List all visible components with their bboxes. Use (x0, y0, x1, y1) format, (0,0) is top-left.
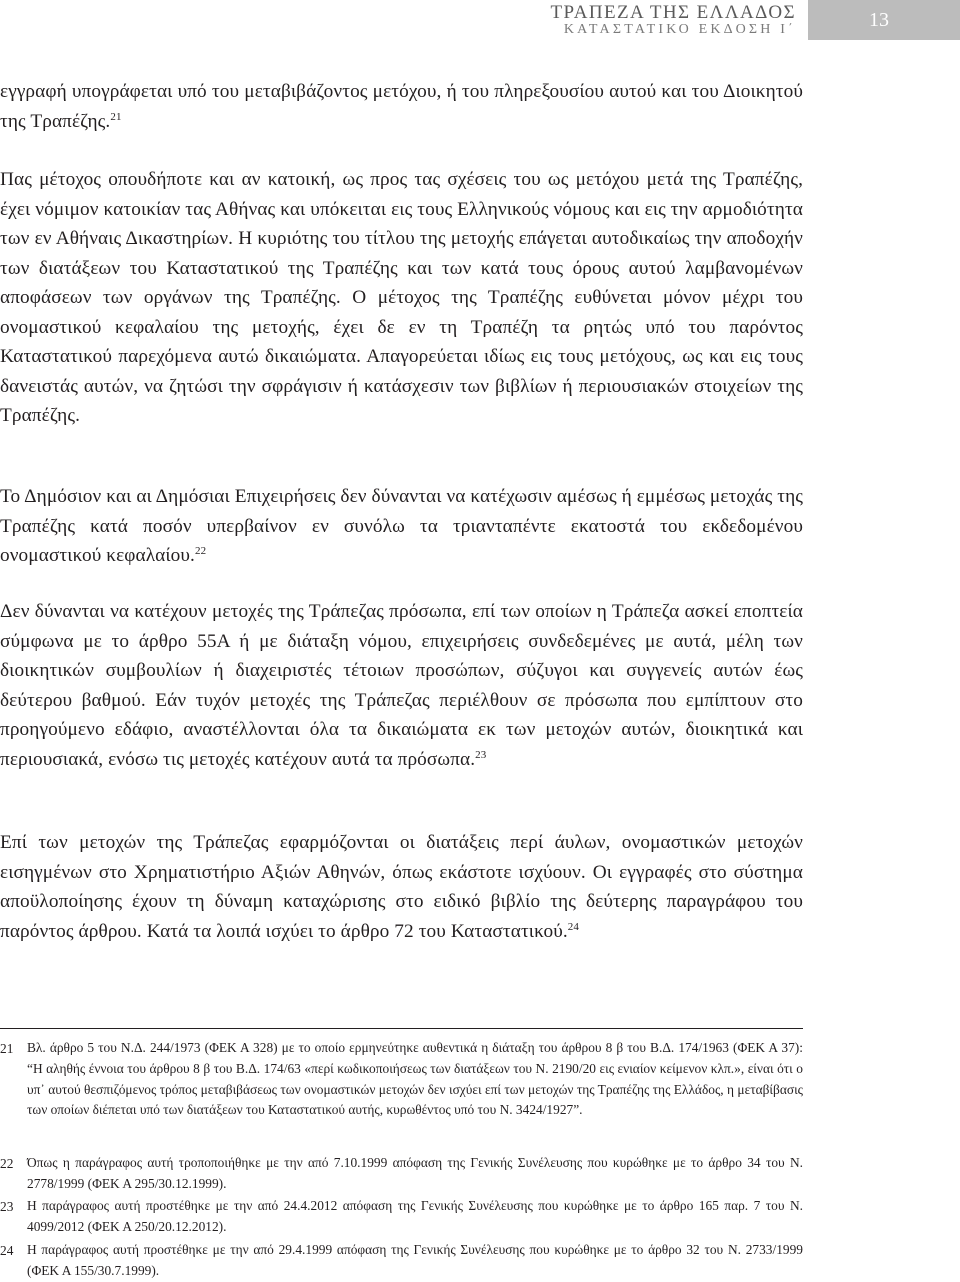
paragraph-text: Δεν δύνανται να κατέχουν μετοχές της Τράπεζας πρόσωπα, επί των οποίων η Τράπεζα ασκεί εποπτεία σύμφωνα με το άρθρο 55Α ή με διάταξη νόμου, επιχειρήσεις συνδεδεμένες με αυτά, μέλη των διοικητικών συμβουλίων ή διαχειριστές τέτοιων προσώπων, σύζυγοι και συγγενείς αυτών έως δεύτερου βαθμού. Εάν τυχόν μετοχές της Τράπεζας περιέλθουν σε πρόσωπα που εμπίπτουν στο προηγούμενο εδάφιο, αναστέλλονται όλα τα δικαιώματα εκ των μετοχών αυτών, διοικητικά και περιουσιακά, ενόσω τις μετοχές κατέχουν αυτά τα πρόσωπα. (0, 601, 803, 770)
footnote (0, 1196, 803, 1238)
footnote-number: 23 (0, 1199, 14, 1214)
footnote-ref[interactable]: 21 (110, 110, 122, 123)
paragraph (0, 77, 803, 136)
footnote-ref[interactable]: 24 (567, 920, 579, 933)
paragraph-text: Το Δημόσιον και αι Δημόσιαι Επιχειρήσεις δεν δύνανται να κατέχωσιν αμέσως ή εμμέσως μετοχάς της Τραπέζης κατά ποσόν υπερβαίνον εν συνόλω τα τριανταπέντε εκατοστά του εκδεδομένου ονομαστικού κεφαλαίου. (0, 486, 803, 566)
footnote-text: Βλ. άρθρο 5 του Ν.Δ. 244/1973 (ΦΕΚ Α 328) με το οποίο ερμηνεύτηκε αυθεντικά η διάταξη του άρθρου 8 β του Β.Δ. 174/1963 (ΦΕΚ Α 37): “Η αληθής έννοια του άρθρου 8 β του Β.Δ. 174/63 «περί κωδικοποιήσεως των διατάξεων του Ν. 2190/20 εις ενιαίον κείμενον κλπ.», είναι ότι ο υπ᾽ αυτού θεσπιζόμενος τρόπος μεταβιβάσεως των ονομαστικών μετοχών δεν ισχύει επί των μετοχών της Τραπέζης της Ελλάδος, η μεταβίβασις των οποίων διέπεται υπό των διατάξεων του Καταστατικού αυτής, κυρωθέντος υπό του Ν. 3424/1927”. (27, 1040, 803, 1118)
footnote (0, 1038, 803, 1121)
footnote-number: 22 (0, 1156, 14, 1171)
paragraph (0, 828, 803, 946)
footnote-text: Όπως η παράγραφος αυτή τροποποιήθηκε με την από 7.10.1999 απόφαση της Γενικής Συνέλευσης που κυρώθηκε με το άρθρο 34 του Ν. 2778/1999 (ΦΕΚ Α 295/30.12.1999). (27, 1155, 803, 1191)
page-number: 13 (869, 9, 889, 31)
paragraph (0, 482, 803, 571)
footnote (0, 1153, 803, 1195)
running-header-subtitle: ΚΑΤΑΣΤΑΤΙΚΟ ΕΚΔΟΣΗ Ι΄ (563, 22, 796, 37)
paragraph-text: Πας μέτοχος οπουδήποτε και αν κατοική, ως προς τας σχέσεις του ως μετόχου μετά της Τραπέζης, έχει νόμιμον κατοικίαν τας Αθήνας και υπόκειται εις τους Ελληνικούς νόμους και εις την αρμοδιότητα των εν Αθήναις Δικαστηρίων. Η κυριότης του τίτλου της μετοχής επάγεται αυτοδικαίως την αποδοχήν των διατάξεων του Καταστατικού της Τραπέζης και των κατά τους όρους αυτού λαμβανομένων αποφάσεων των οργάνων της Τραπέζης. Ο μέτοχος της Τραπέζης ευθύνεται μόνον μέχρι του ονομαστικού κεφαλαίου της μετοχής, έχει δε εν τη Τραπέζη τα ρητώς υπό του παρόντος Καταστατικού παρεχόμενα αυτώ δικαιώματα. Απαγορεύεται ιδίως εις τους μετόχους, ως και εις τους δανειστάς αυτών, να ζητώσι την σφράγισιν ή κατάσχεσιν των βιβλίων ή περιουσιακών στοιχείων της Τραπέζης. (0, 169, 803, 426)
footnote (0, 1240, 803, 1282)
footnote-divider (0, 1028, 803, 1029)
paragraph-text: εγγραφή υπογράφεται υπό του μεταβιβάζοντος μετόχου, ή του πληρεξουσίου αυτού και του Διοικητού της Τραπέζης. (0, 81, 803, 132)
footnote-number: 21 (0, 1041, 14, 1056)
running-header-title: ΤΡΑΠΕΖΑ ΤΗΣ ΕΛΛΑΔΟΣ (550, 2, 796, 23)
paragraph-text: Επί των μετοχών της Τράπεζας εφαρμόζονται οι διατάξεις περί άυλων, ονομαστικών μετοχών εισηγμένων στο Χρηματιστήριο Αξιών Αθηνών, όπως εκάστοτε ισχύουν. Οι εγγραφές στο σύστημα αποϋλοποίησης έχουν τη δύναμη καταχώρισης στο ειδικό βιβλίο της δεύτερης παραγράφου του παρόντος άρθρου. Κατά τα λοιπά ισχύει το άρθρο 72 του Καταστατικού. (0, 832, 803, 942)
page-number-box (808, 0, 960, 40)
paragraph (0, 597, 803, 774)
paragraph (0, 165, 803, 431)
footnote-text: Η παράγραφος αυτή προστέθηκε με την από 24.4.2012 απόφαση της Γενικής Συνέλευσης που κυρώθηκε με το άρθρο 165 παρ. 7 του Ν. 4099/2012 (ΦΕΚ Α 250/20.12.2012). (27, 1198, 803, 1234)
footnote-number: 24 (0, 1243, 14, 1258)
footnote-text: Η παράγραφος αυτή προστέθηκε με την από 29.4.1999 απόφαση της Γενικής Συνέλευσης που κυρώθηκε με το άρθρο 32 του Ν. 2733/1999 (ΦΕΚ Α 155/30.7.1999). (27, 1242, 803, 1278)
footnote-ref[interactable]: 23 (475, 748, 487, 761)
footnote-ref[interactable]: 22 (194, 545, 207, 557)
